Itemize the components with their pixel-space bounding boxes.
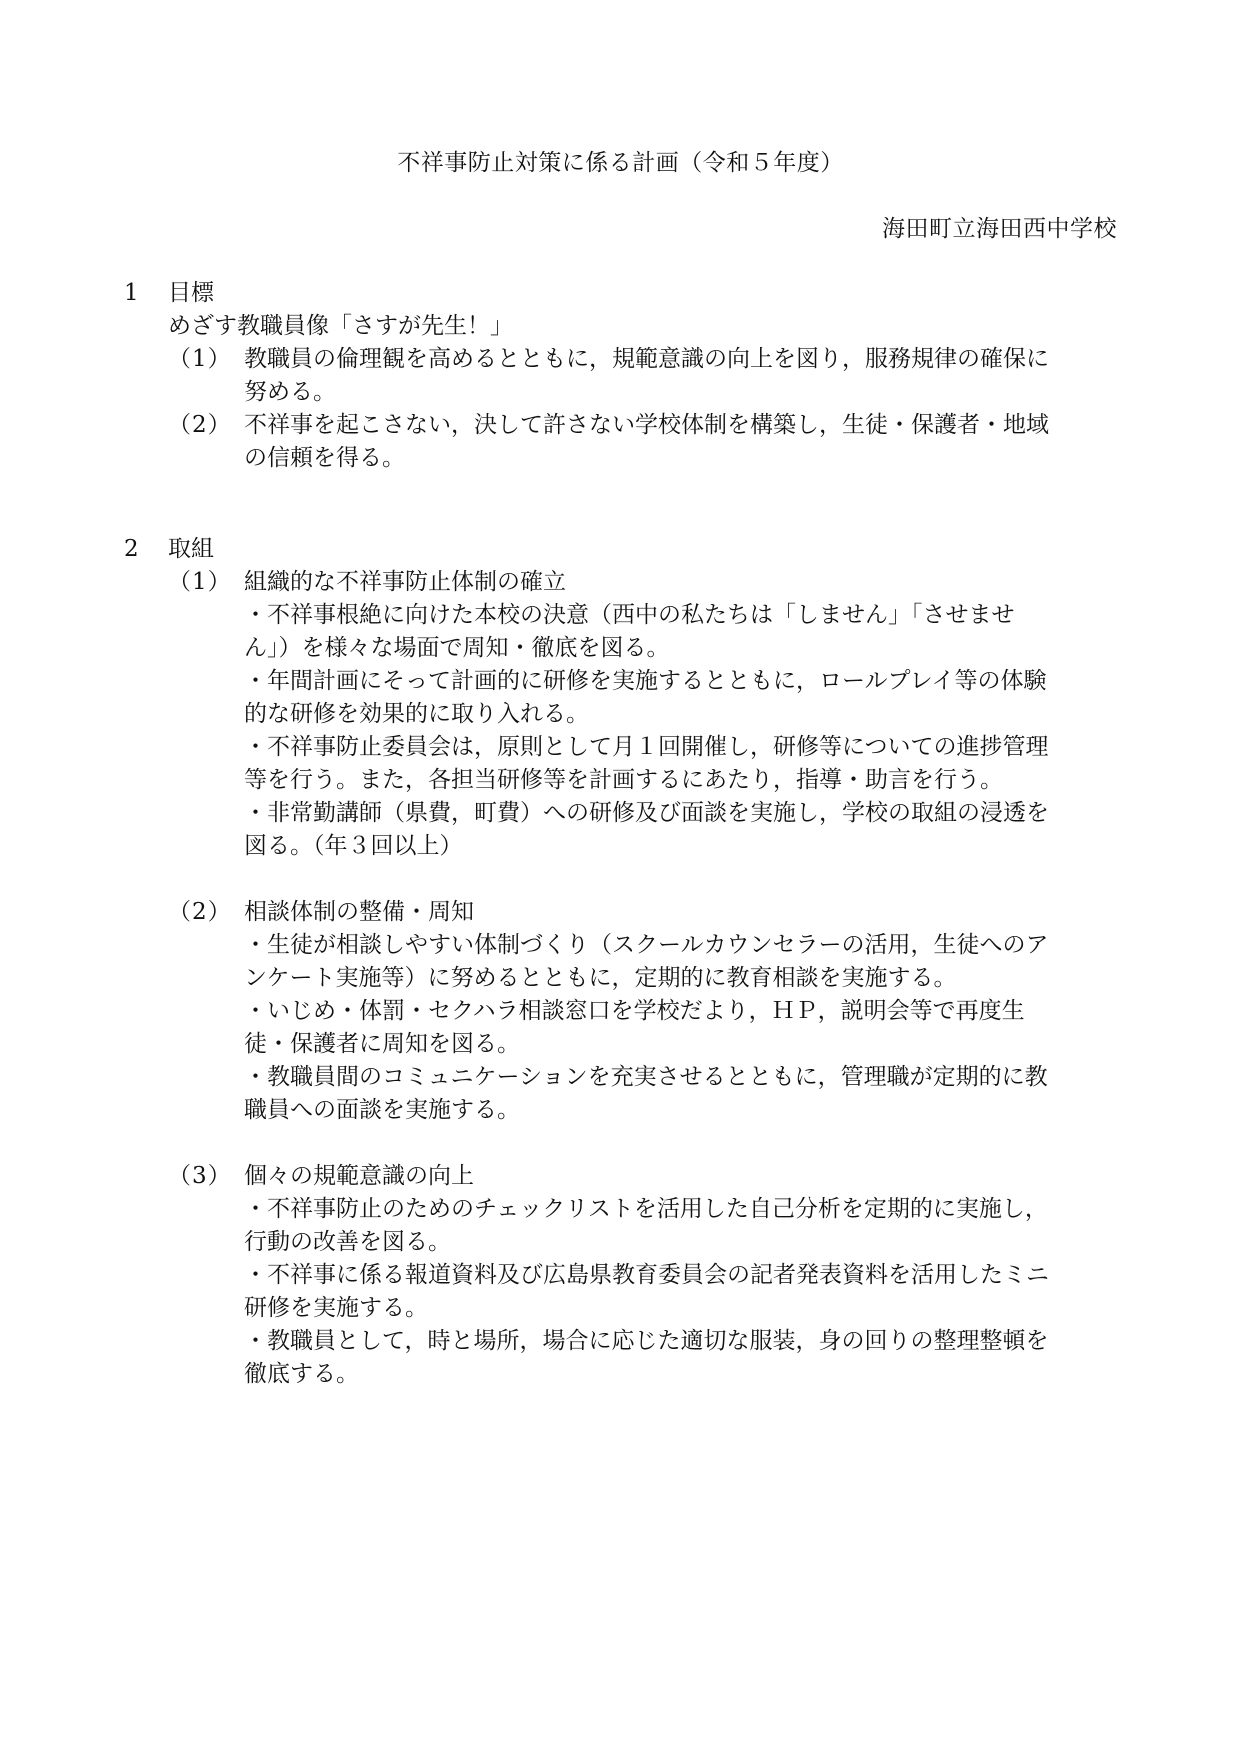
bullet-line: ンケート実施等）に努めるとともに，定期的に教育相談を実施する。 xyxy=(244,965,957,991)
bullet-line: 職員への面談を実施する。 xyxy=(244,1097,520,1123)
subsection-organization xyxy=(124,566,1117,863)
bullet-line: ・不祥事根絶に向けた本校の決意（西中の私たちは「しません」「させませ xyxy=(244,602,1015,628)
bullet-line: 研修を実施する。 xyxy=(244,1295,428,1321)
section-title: 目標 xyxy=(168,280,214,306)
bullet-line: ん」）を様々な場面で周知・徹底を図る。 xyxy=(244,635,670,661)
bullet-line: 行動の改善を図る。 xyxy=(244,1229,451,1255)
section-heading-goals xyxy=(124,277,1117,310)
bullet-line: 的な研修を効果的に取り入れる。 xyxy=(244,701,589,727)
bullet-line: 徒・保護者に周知を図る。 xyxy=(244,1031,520,1057)
section-number: 2 xyxy=(124,536,139,562)
section-title: 取組 xyxy=(168,536,214,562)
subsection-number: （1） xyxy=(168,569,232,595)
document-body xyxy=(124,277,1117,1391)
item-text-line: 不祥事を起こさない，決して許さない学校体制を構築し，生徒・保護者・地域 xyxy=(244,412,1049,438)
school-name: 海田町立海田西中学校 xyxy=(882,216,1117,242)
bullet-line: 図る。（年３回以上） xyxy=(244,833,463,859)
section-number: 1 xyxy=(124,280,139,306)
item-text-line: 教職員の倫理観を高めるとともに，規範意識の向上を図り，服務規律の確保に xyxy=(244,346,1049,372)
goal-item xyxy=(124,343,1117,409)
item-text-line: 努める。 xyxy=(244,379,336,405)
subsection-consultation xyxy=(124,896,1117,1127)
item-text-line: の信頼を得る。 xyxy=(244,445,405,471)
document-title: 不祥事防止対策に係る計画（令和５年度） xyxy=(397,150,844,176)
section-heading-initiatives xyxy=(124,533,1117,566)
subsection-title: 組織的な不祥事防止体制の確立 xyxy=(244,569,566,595)
motto: めざす教職員像「さすが先生！」 xyxy=(168,313,513,339)
subsection-number: （2） xyxy=(168,899,232,925)
bullet-line: ・生徒が相談しやすい体制づくり（スクールカウンセラーの活用，生徒へのア xyxy=(244,932,1049,958)
bullet-line: ・不祥事防止のためのチェックリストを活用した自己分析を定期的に実施し， xyxy=(244,1196,1048,1222)
subsection-awareness xyxy=(124,1160,1117,1391)
subsection-title: 相談体制の整備・周知 xyxy=(244,899,474,925)
bullet-line: ・いじめ・体罰・セクハラ相談窓口を学校だより，ＨＰ，説明会等で再度生 xyxy=(244,998,1025,1024)
item-number: （1） xyxy=(168,346,232,372)
bullet-line: ・不祥事防止委員会は，原則として月１回開催し，研修等についての進捗管理 xyxy=(244,734,1049,760)
subsection-title: 個々の規範意識の向上 xyxy=(244,1163,474,1189)
bullet-line: ・不祥事に係る報道資料及び広島県教育委員会の記者発表資料を活用したミニ xyxy=(244,1262,1049,1288)
bullet-line: 徹底する。 xyxy=(244,1361,359,1387)
bullet-line: 等を行う。また，各担当研修等を計画するにあたり，指導・助言を行う。 xyxy=(244,767,1003,793)
subsection-number: （3） xyxy=(168,1163,232,1189)
bullet-line: ・教職員として，時と場所，場合に応じた適切な服装，身の回りの整理整頓を xyxy=(244,1328,1049,1354)
bullet-line: ・教職員間のコミュニケーションを充実させるとともに，管理職が定期的に教 xyxy=(244,1064,1048,1090)
item-number: （2） xyxy=(168,412,232,438)
bullet-line: ・非常勤講師（県費，町費）への研修及び面談を実施し，学校の取組の浸透を xyxy=(244,800,1049,826)
goal-item xyxy=(124,409,1117,475)
bullet-line: ・年間計画にそって計画的に研修を実施するとともに，ロールプレイ等の体験 xyxy=(244,668,1047,694)
